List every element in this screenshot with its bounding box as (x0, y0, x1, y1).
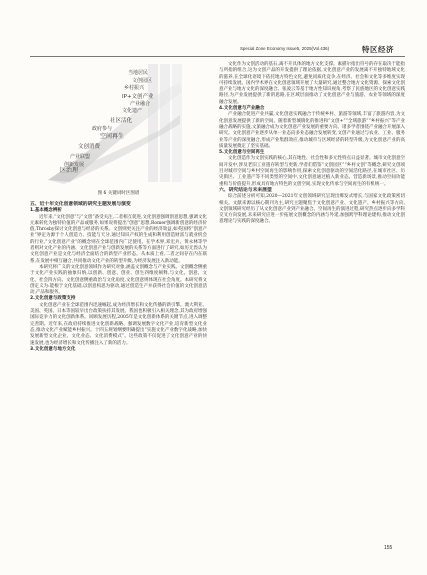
figure-keyword-label: 当地居民 (128, 70, 149, 76)
section-heading: 5.文化创意与空间再生 (219, 150, 265, 156)
figure-keyword-label: 区治理 (60, 167, 79, 174)
section-heading: 4.文化创意与产业融合 (219, 106, 265, 112)
figure-keyword-label: 社区活化 (110, 118, 133, 124)
figure-keyword-label: 空间再生 (100, 133, 125, 140)
journal-info: Special Zone Economy Issue5, 2025(Vol.436) (240, 46, 330, 51)
figure-keyword-label: 乡村振兴 (124, 85, 145, 91)
figure-keyword-label: 政府参与 (92, 126, 113, 132)
keyword-timezone-figure (30, 60, 207, 195)
figure-keyword-label: 文创园区 (132, 78, 153, 84)
timezone-band (160, 64, 170, 182)
header-rule (30, 56, 405, 57)
figure-keyword-label: 产业联盟 (70, 154, 91, 160)
figure-keyword-label: 文创消费 (78, 144, 101, 150)
section-heading: 1.基本概念辨析 (30, 208, 62, 214)
paragraph: 本研究将广义的文化创意领域作为研究对象,涵盖文创概念与产业实践。文创概念侧重于文化产业实践的抽象归纳,以创新、创意、创业、创生四维度阐释,与文化、创意、文化、社会四方向。文化创意侧重政治与文化角度,文化创意则体现在社会角度。本研究将文创定义为:能根于文化基础,以创意构思为驱动,通过创造生产并获得社会价值的文化创意活动,产品和服务。 (30, 264, 207, 296)
running-header (240, 45, 405, 54)
paragraph: 近年来,“文化创意”与“文创”备受关注,二者相互促进,文化创意强调创意思想,强调文化元素转化为独特价值的产品或服务,如果说将提出“创意”思想,Romer强调新创意的经济价值,Throsby探讨文化创意与经济的关系。文创则更关注产业的经济效益,如英国将“创意产业”界定为源于个人创造力、技能与天分,通过知识产权的生成和利用创造财富与就业机会的行业,“文化创意产业”的概念则在全球范围内广泛使用。在学术界,邓宏兵、黄永林等学者则对文化产业的内涵、文化创意产业与创新发展的关系等方面进行了研究,如厉无畏认为文化创意产业是文化与经济全面结合的新型产业形态。从本质上看,二者之间存在内在联系,在发展中相互融合,共同推动文化产业的转型升级,为经济发展注入新动能。 (30, 214, 207, 264)
paragraph: 文化创造作为文创实践的核心,其在地性、社会性和多元性特点日益显著。城市文化创意空间开发中,涉及老旧工业遗存转型与更新,学者们借鉴“文创园区”“乡村文创”等概念,研究文创项目对城市空间与乡村空间再生的影响作用,探索文化创意驱动的空间活化路径,在城市社区、历史街区、工业遗产等不同类型的空间中,文化创意通过植入新业态、营造新场景,推动空间功能重构与价值提升,形成具有地方特色的文创空间,实现文化传承与空间再生的有机统一。 (219, 156, 405, 187)
figure-keyword-label: 创新发展 (64, 162, 85, 168)
paragraph: 产业融合促进产业共赢,文化创意实践融合于传统乡村、旅游等领域,丰富了旅游内容,为文化创意发展提供了新的空间。随着新型城镇化的推进和“文创+”“全域旅游”“乡村振兴”等产业融合战略的实施,文旅融合成为文化创意产业发展的重要方向。诸多学者围绕产业融合开展深入研究。文化创意产业逐步从单一业态向多业态融合发展转变,文创产业通过与农业、工业、服务业等产业的深度融合,形成产业集群效应,推动城市与区域经济的转型升级,为文化创意产业的高质量发展奠定了坚实基础。 (219, 112, 405, 149)
paragraph: 文化作为文创活动的基石,离不开具体的地方文化支撑。素描尔指出符号的存在取决于能指与所指的组合,这为文创产品的开发提供了理论依据,文化创意产业的发展离不开独特地域文化的滋养,在全球化语境下依托地方特色文化,避免同质化竞争,在经济、社会和文化等多维度实现可持续发展。国内学术界在文化创意领域开展了大量研究,通过整合地方文化资源、探索文化创意产业与地方文化的深度融合。张凌云等基于地方性知识视角,考察了民族地区的文化创意实践路径,为产业发展提供了新的思路,在区域层面推动了文化创意产业与旅游、农业等领域的深度融合发展。 (219, 62, 405, 105)
paragraph: 综合前述分析可知,2020—2021年文创领域研究呈现出爆发式增长,与国家文化政策密切相关。文献来源以核心期刊为主,研究主题聚焦于文化创意产业、文化遗产、乡村振兴等方向,文创领域研究经历了从文化创意产业到产业融合、空间再生的演进过程,研究热点逐步向多学科交叉方向发展,未来研究应进一步拓展文创概念的内涵与外延,加强跨学科理论建构,推动文化创意理论与实践的深度融合。 (219, 194, 405, 225)
figure-keyword-label: 文化遗产 (122, 108, 143, 114)
section-heading: 2.文化创意与政策支持 (30, 296, 76, 302)
section-heading: 六、研究结论与未来展望 (219, 187, 272, 193)
figure-keyword-label: 产业融合 (130, 101, 151, 107)
journal-logo: 特区经济 (362, 45, 394, 54)
figure-caption: 图 6 关键词时区图谱 (97, 191, 140, 196)
paragraph: 文化创意产业在全球范围内迅速崛起,成为经济增长和文化传播的新引擎。澳大利亚、美国、英国、日本等国较早出台政策扶持其发展。我国也积极引入相关理念,其为政府增强国际竞争力的文化创新体系。回顾发展历程,2005年是文化创新体系的关键节点,进入调整完善期。近年来,在政府持续推进文化创新战略、强调发展数字文化产业,培育新型文化业态,推动文化产业赋能乡村振兴。十四五规划纲要明确提出“实施文化产业数字化战略,加快发展新型文化企业、文化业态、文化消费模式”。这些政策不仅促进了文化创意产业的快速发展,也为经济增长和文化传播注入了新的活力。 (30, 302, 207, 346)
page-number: 155 (384, 545, 393, 551)
figure-keyword-label: IP+文创产业 (122, 94, 154, 100)
section-heading: 五、近十年文化创意领域的研究主题发展与演变 (30, 202, 131, 207)
section-heading: 3.文化创意与地方文化 (30, 346, 76, 352)
right-column (219, 62, 405, 226)
left-column (30, 202, 207, 353)
